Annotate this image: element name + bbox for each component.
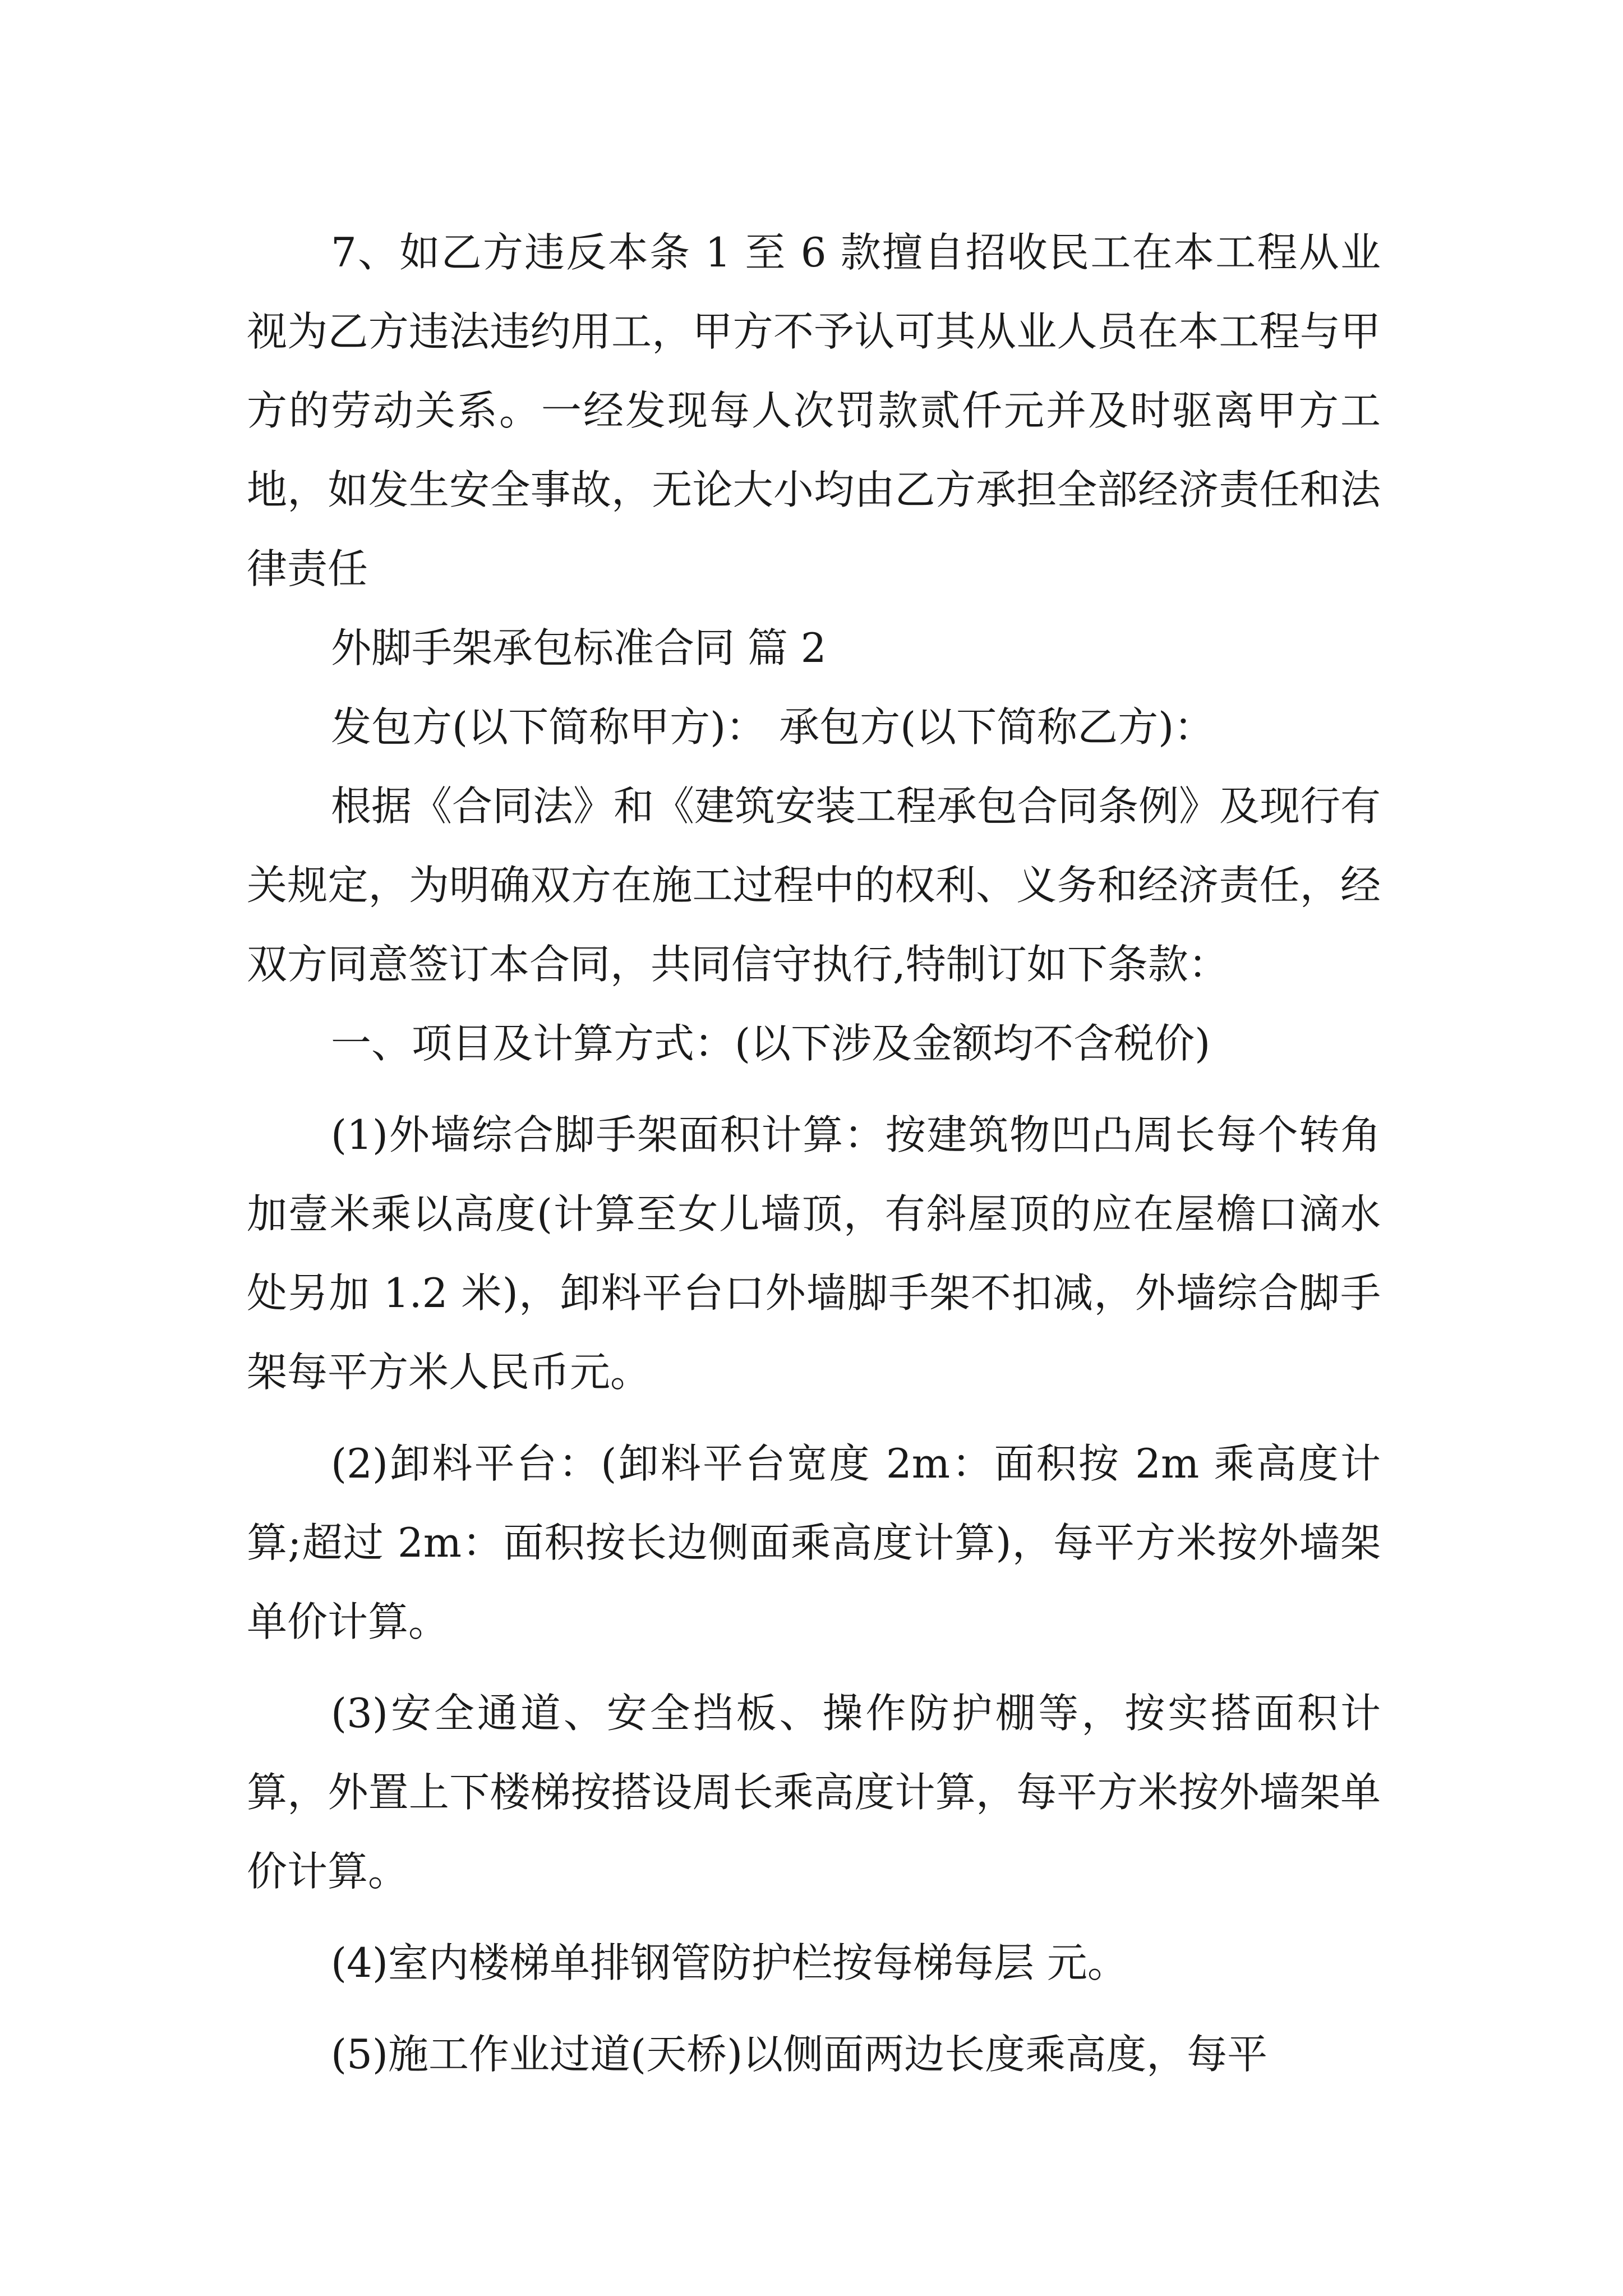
parties-line: 发包方(以下简称甲方)： 承包方(以下简称乙方)： — [331, 703, 1215, 751]
document-body — [247, 213, 1381, 2094]
preamble-paragraph: 根据《合同法》和《建筑安装工程承包合同条例》及现行有关规定，为明确双方在施工过程中的权利、义务和经济责任，经双方同意签订本合同，共同信守执行,特制订如下条款： — [247, 783, 1381, 988]
clause-7-paragraph: 7、如乙方违反本条 1 至 6 款擅自招收民工在本工程从业视为乙方违法违约用工，甲方不予认可其从业人员在本工程与甲方的劳动关系。一经发现每人次罚款贰仟元并及时驱离甲方工地，如发生安全事故，无论大小均由乙方承担全部经济责任和法律责任 — [247, 229, 1381, 592]
contract-section-title: 外脚手架承包标准合同 篇 2 — [331, 624, 827, 671]
item-1-paragraph: (1)外墙综合脚手架面积计算：按建筑物凹凸周长每个转角加壹米乘以高度(计算至女儿墙顶，有斜屋顶的应在屋檐口滴水处另加 1.2 米)，卸料平台口外墙脚手架不扣减，外墙综合脚手架每平方米人民币元。 — [247, 1111, 1381, 1396]
item-5-paragraph: (5)施工作业过道(天桥)以侧面两边长度乘高度，每平 — [331, 2031, 1268, 2078]
item-3-paragraph: (3)安全通道、安全挡板、操作防护棚等，按实搭面积计算，外置上下楼梯按搭设周长乘高度计算，每平方米按外墙架单价计算。 — [247, 1690, 1381, 1895]
section-heading: 一、项目及计算方式：(以下涉及金额均不含税价) — [331, 1020, 1211, 1067]
item-4-paragraph: (4)室内楼梯单排钢管防护栏按每梯每层 元。 — [331, 1939, 1128, 1986]
item-2-paragraph: (2)卸料平台：(卸料平台宽度 2m：面积按 2m 乘高度计算;超过 2m：面积按长边侧面乘高度计算)，每平方米按外墙架单价计算。 — [247, 1440, 1381, 1645]
